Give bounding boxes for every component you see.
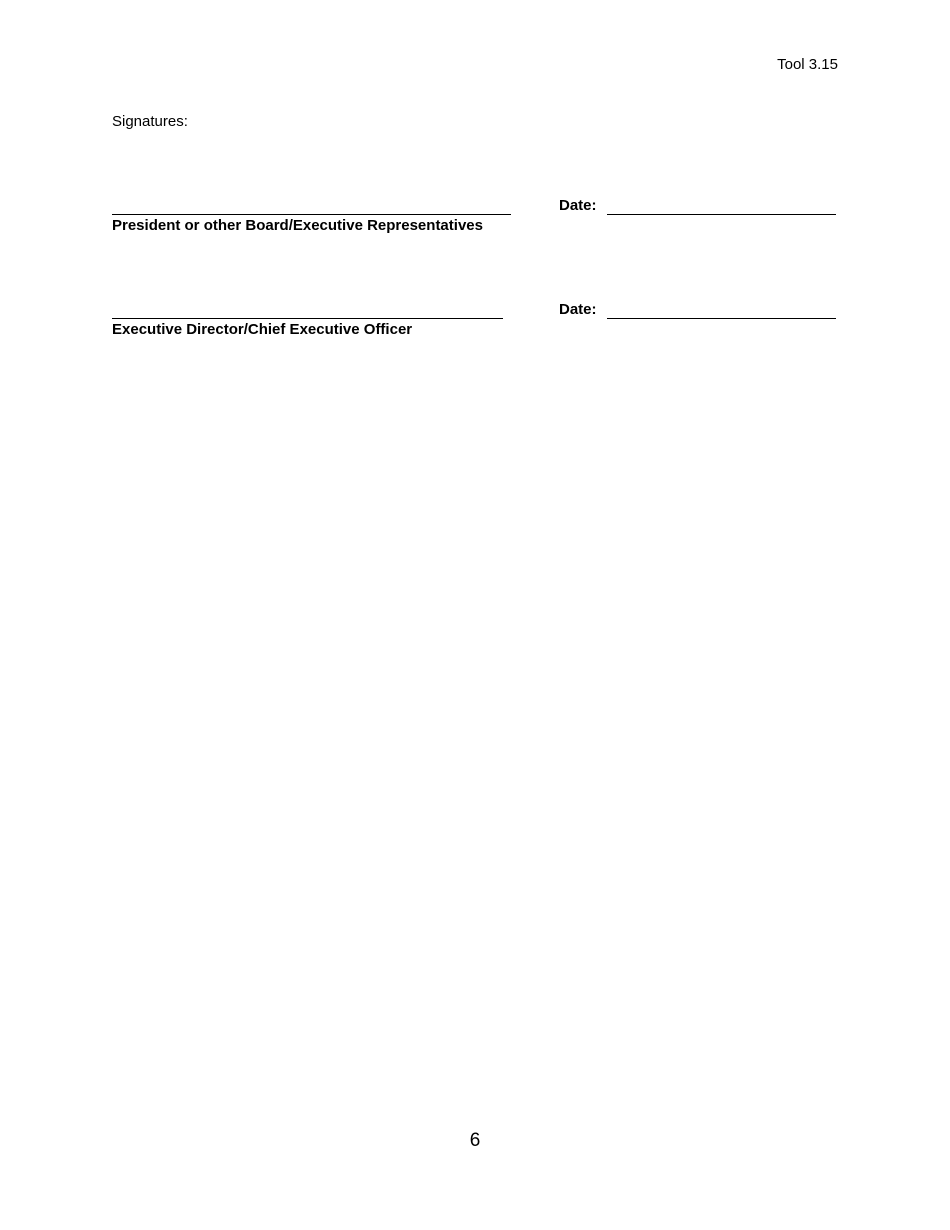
page-number: 6 xyxy=(469,1130,481,1151)
date-line[interactable] xyxy=(607,214,836,215)
date-label: Date: xyxy=(559,197,597,214)
date-line[interactable] xyxy=(607,318,836,319)
signer-role-label: President or other Board/Executive Representatives xyxy=(112,217,483,234)
signature-block-executive-director xyxy=(112,300,836,350)
tool-label: Tool 3.15 xyxy=(777,56,838,73)
signer-role-label: Executive Director/Chief Executive Officer xyxy=(112,321,413,338)
signature-line[interactable] xyxy=(112,318,503,319)
signature-line[interactable] xyxy=(112,214,511,215)
signature-block-president xyxy=(112,196,836,246)
date-label: Date: xyxy=(559,301,597,318)
signatures-heading: Signatures: xyxy=(112,113,188,130)
